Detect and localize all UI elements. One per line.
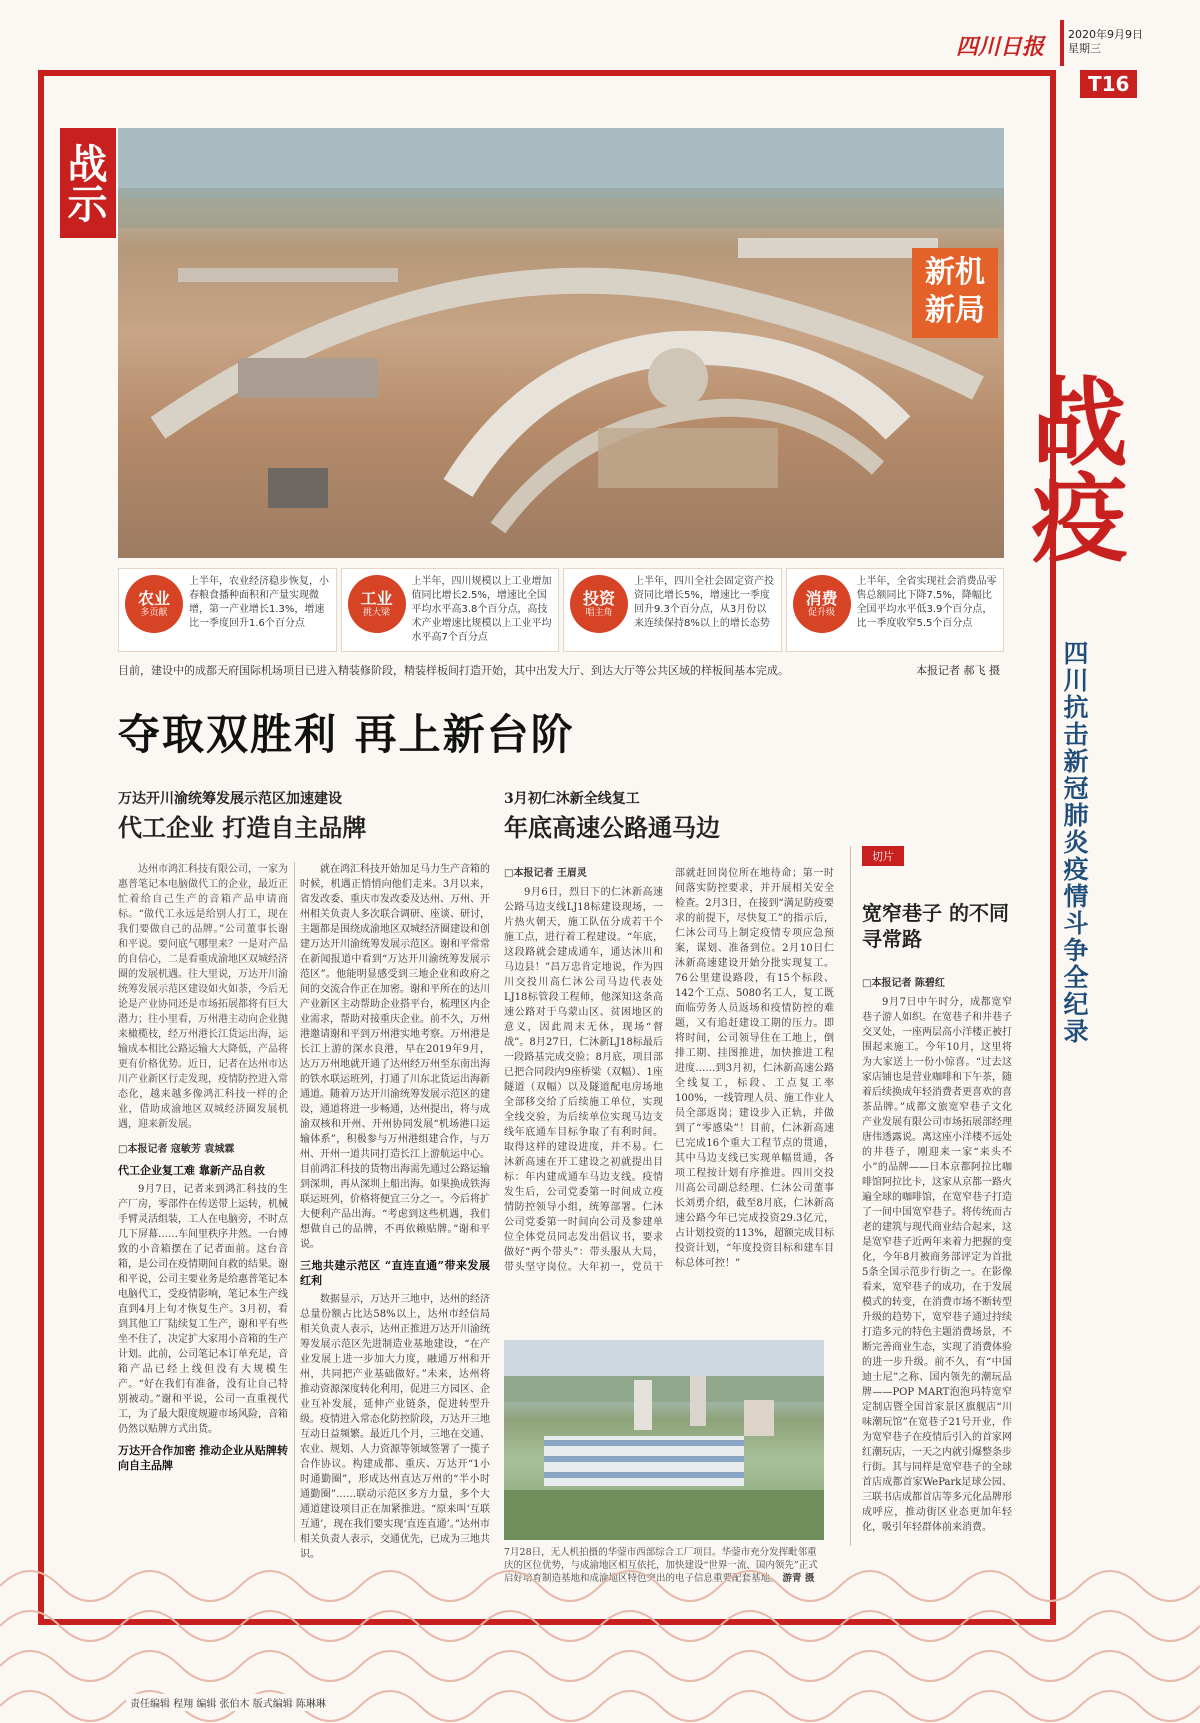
story1-para-a: 9月7日，记者来到鸿汇科技的生产厂房，零部件在传送带上运转，机械手臂灵活组装，工人在电脑旁，不时点几下屏幕……车间里秩序井然。一台博致的小音箱摆在了记者面前。这台音箱，是公司在疫情期间自救的结果。谢和平说，公司主要业务是给惠普笔记本电脑代工，受疫情影响，笔记本生产线直到4月上旬才恢复生产。3月初，看到其他工厂陆续复工生产，谢和平有些坐不住了，决定扩大家用小音箱的生产计划。此前，公司笔记本订单充足，音箱产品已经上线但没有大规模生产。“好在我们有准备，没有让自己特别被动。”谢和平说，公司一直重视代工，为了最大限度规避市场风险，音箱仍然以贴牌方式出货。	[118, 1184, 288, 1435]
story1-col-2	[300, 862, 490, 1560]
stat-industry-name: 工业	[360, 589, 393, 608]
stat-industry-sub: 挑大梁	[362, 608, 390, 618]
stat-investment-name: 投资	[582, 589, 615, 608]
editor-credits: 责任编辑 程翔 编辑 张伯木 版式编辑 陈琳琳	[126, 1694, 330, 1711]
story1-intro: 达州市鸿汇科技有限公司，一家为惠普笔记本电脑做代工的企业，最近正忙着给自己生产的音箱产品申请商标。“做代工永远是给别人打工，现在我们要做自己的品牌。”公司董事长谢和平说。要问底气哪里来？一是对产品的自信心，二是看重成渝地区双城经济圈的发展机遇。往大里说，万达开川渝统筹发展示范区建设如火如荼，今后无论是产业协同还是市场拓展都将有巨大潜力；往小里看，万州港主动向企业抛来橄榄枝，经万州港长江货运出海，运输成本相比公路运输大大降低，产品将更有价格优势。近日，记者在达州市达川产业新区行走发现，疫情防控进入常态化，越来越多像鸿汇科技一样的企业，借助成渝地区双城经济圈发展机遇，迎来新发展。	[118, 864, 288, 1130]
factory-illustration	[504, 1340, 824, 1540]
story3-body: 9月7日中午时分，成都宽窄巷子游人如织。在宽巷子和井巷子交叉处，一座两层高小洋楼正被打围起来施工。今年10月，这里将为大家送上一份小惊喜。“过去这家店铺也是营业咖啡和下午茶，随着后续换成年轻消费者更喜欢的喜茶品牌。”成都文旅宽窄巷子文化产业发展有限公司市场拓展部经理唐伟透露说。离这座小洋楼不远处的井巷子，刚迎来一家“来头不小”的品牌——日本京都阿拉比咖啡馆阿拉比卡，这家从京都一路火遍全球的咖啡馆，在宽窄巷子打造了一间中国宽窄巷子。将传统而古老的建筑与现代商业结合起来，这是宽窄巷子近两年来着力把握的变化，今年8月被商务部评定为首批5条全国示范步行街之一。在影像看来，宽窄巷子的成功，在于发展模式的转变，在消费市场不断转型升级的趋势下，宽窄巷子通过持续打造多元的特色主题消费场景，不断完善商业生态，实现了消费体验的进一步升级。前不久，有“中国迪士尼”之称、国内领先的潮玩品牌——POP MART泡泡玛特宽窄定制店暨全国首家景区旗舰店“川味潮玩馆”在宽巷子21号开业，作为宽窄巷子在疫情后引入的首家网红潮玩店，一天之内就引爆整条步行街。其与同样是宽窄巷子的全球首店成都首家WePark足球公园、三联书店成都首店等多元化品牌形成呼应，推动街区业态更加年轻化，吸引年轻群体前来消费。	[862, 997, 1012, 1533]
airport-illustration	[118, 128, 1004, 558]
story1-para-b: 就在鸿汇科技开始加足马力生产音箱的时候，机遇正悄悄向他们走来。3月以来，省发改委、重庆市发改委及达州、万州、开州相关负责人多次联合调研、座谈、研讨，主题都是围绕成渝地区双城经济圈建设和创建万达开川渝统筹发展示范区。谢和平常常在新闻报道中看到“万达开川渝统筹发展示范区”。他能明显感受到三地企业和政府之间的交流合作正在加密。谢和平所在的达川产业新区主动帮助企业搭平台，梳理区内企业需求，帮助对接重庆企业。前不久，万州港邀请谢和平到万州港实地考察。万州港是长江上游的深水良港，早在2019年9月，达万万州地就开通了达州经万州至东南出海的铁水联运班列，打通了川东北货运出海新通道。随着万达开川渝统筹发展示范区的建设，通道将进一步畅通，达州提出，将与成渝双核和开州、开州协同发展“机场港口运输体系”，积极参与万州港组建合作，与万州、开州一道共同打造长江上游航运中心。目前鸿汇科技的货物出海需先通过公路运输到深圳，再从深圳上船出海。如果换成铁海联运班列，价格将便宜三分之一。今后将扩大便利产品出海。“考虑到这些机遇，我们想做自己的品牌，不再依赖贴牌。”谢和平说。	[300, 864, 490, 1250]
stat-industry-text: 上半年，四川规模以上工业增加值同比增长2.5%，增速比全国平均水平高3.8个百分点，高技术产业增速比规模以上工业平均水平高7个百分点	[411, 576, 552, 643]
stat-agriculture	[118, 568, 337, 652]
masthead-logo: 四川日报	[956, 34, 1045, 60]
stat-consumption	[786, 568, 1005, 652]
economy-stats	[118, 568, 1004, 652]
story1-col-1	[118, 862, 288, 1542]
stat-consumption-name: 消费	[805, 589, 838, 608]
section-kicker: 战示	[60, 128, 116, 238]
photo2-credit: 游青 摄	[782, 1573, 815, 1584]
stat-consumption-sub: 促升级	[807, 608, 835, 618]
stat-investment-badge	[570, 575, 628, 633]
stat-investment	[563, 568, 782, 652]
story1-subhead-b: 万达开合作加密 推动企业从贴牌转向自主品牌	[118, 1444, 288, 1472]
story1-para-c: 数据显示，万达开三地中，达州的经济总量份额占比达58%以上，达州市经信局相关负责人表示，达州正推进万达开川渝统筹发展示范区先进制造业基地建设，“在产业发展上进一步加大力度，融通万州和开州，共同把产业基础做好。”未来，达州将推动资源深度转化利用，促进三方园区、企业互补发展，延伸产业链条，促进转型升级。疫情进入常态化防控阶段，万达开三地互动日益频繁。最近几个月，三地在交通、农业、规划、人力资源等领域签署了一揽子合作协议。构建成都、重庆、万达开“1小时通勤圈”，形成达州直达万州的“半小时通勤圈”……联动示范区多方力量，多个大通道建设项目正在加紧推进。“原来叫‘互联互通’，现在我们要实现‘直连直通’。”达州市相关负责人表示，交通优先，已成为三地共识。	[300, 1294, 490, 1560]
story2-body-wrap	[504, 866, 834, 1332]
story3-title-text: 宽窄巷子 的不同寻常路	[862, 901, 1009, 951]
page-number: T16	[1080, 70, 1137, 98]
section-title-big: 战疫	[1016, 372, 1129, 564]
story1-subhead-a: 代工企业复工难 靠新产品自救	[118, 1164, 265, 1177]
stat-consumption-badge	[793, 575, 851, 633]
date-text: 2020年9月9日	[1068, 28, 1143, 41]
stat-agriculture-sub: 多贡献	[140, 608, 168, 618]
series-title: 四川抗击新冠肺炎疫情斗争全纪录	[1060, 640, 1089, 1045]
story2-title: 年底高速公路通马边	[504, 813, 720, 842]
page-headline: 夺取双胜利 再上新台阶	[118, 710, 575, 759]
story1-kicker: 万达开川渝统筹发展示范区加速建设	[118, 791, 342, 807]
slice-tag: 切片	[862, 846, 904, 866]
story1-title: 代工企业 打造自主品牌	[118, 813, 367, 842]
story2-byline: □本报记者 王眉灵	[504, 868, 587, 879]
stat-agriculture-badge	[125, 575, 183, 633]
stat-investment-text: 上半年，四川全社会固定资产投资同比增长5%，增速比一季度回升9.3个百分点，从3月份以来连续保持8%以上的增长态势	[634, 576, 774, 629]
column-rule-right	[850, 846, 851, 1546]
photo-credit: 本报记者 郝飞 摄	[916, 664, 1000, 677]
column-rule	[294, 862, 295, 1542]
photo2-caption: 7月28日，无人机拍摄的华蓥市西部综合工厂项目。华蓥市充分发挥毗邻重庆的区位优势，与成渝地区相互依托，加快建设“世界一流、国内领先”正式启好培育制造基地和成渝地区特色突出的电子信息重要配套基地。	[504, 1547, 818, 1584]
story2-body: 9月6日，烈日下的仁沐新高速公路马边支线LJ18标建设现场，一片热火朝天，施工队伍分成若干个施工点，进行着工程建设。“年底，这段路就会建成通车，通达沐川和马边县！”昌万忠肯定地说，作为四川交投川高仁沐公司马边代表处LJ18标管段工程师，他深知这条高速公路对于乌蒙山区、贫困地区的意义，因此周末无休，现场“督战”。8月27日，仁沐新LJ18标最后一段路基完成交验；8月底，项目部已把合同段内9座桥梁（双幅）、1座隧道（双幅）以及隧道配电房场地全部移交给了后续施工单位，实现全线交验，为后续单位实现马边支线年底通车目标争取了有利时间。取得这样的建设进度，并不易。仁沐新高速在开工建设之初就提出目标：年内建成通车马边支线。疫情发生后，公司党委第一时间成立疫情防控领导小组，统筹部署。仁沐公司党委第一时间向公司及参建单位全体党员同志发出倡议书，要求做好“两个带头”：带头服从大局，带头坚守岗位。大年初一，党员干部就赶回岗位所在地待命；第一时间落实防控要求，并开展相关安全检查。2月3日，在接到“满足防疫要求的前提下，尽快复工”的指示后，仁沐公司马上制定疫情专项应急预案，谋划、准备到位。2月10日仁沐新高速建设开始分批实现复工。76公里建设路段，有15个标段、142个工点、5080名工人，复工既面临劳务人员返场和疫情防控的难题，又有追赶建设工期的压力。即将时间，公司领导住在工地上，倒排工期、挂图推进，加快推进工程进度……到3月初，仁沐新高速公路全线复工，标段、工点复工率100%，一线管理人员、施工作业人员全部返岗；建设步入正轨，并做到了“零感染”！目前，仁沐新高速已完成16个重大工程节点的贯通，其中马边支线已实现单幅贯通，各项工程按计划有序推进。四川交投川高公司副总经理、仁沐公司董事长刘勇介绍，截至8月底，仁沐新高速公路今年已完成投资29.3亿元，占计划投资的113%，超额完成目标投资计划，“年度投资目标和建车目标总体可控！”	[504, 868, 834, 1273]
story3-byline: □本报记者 陈碧红	[862, 978, 945, 989]
issue-date	[1068, 28, 1143, 56]
stat-industry-badge	[348, 575, 406, 633]
story3-col	[862, 976, 1012, 1546]
stat-consumption-text: 上半年，全省实现社会消费品零售总额同比下降7.5%，降幅比全国平均水平低3.9个百分点，比一季度收窄5.5个百分点	[856, 576, 997, 629]
stat-investment-sub: 唱主角	[585, 608, 613, 618]
new-opportunity-badge: 新机新局	[912, 248, 998, 338]
huaying-factory-photo	[504, 1340, 824, 1540]
story2-kicker: 3月初仁沐新全线复工	[504, 791, 640, 807]
stat-agriculture-name: 农业	[137, 589, 170, 608]
masthead-divider	[1060, 20, 1064, 66]
photo-caption: 目前，建设中的成都天府国际机场项目已进入精装修阶段，精装样板间打造开始，其中出发大厅、到达大厅等公共区域的样板间基本完成。	[118, 664, 789, 677]
stat-industry	[341, 568, 560, 652]
weekday-text: 星期三	[1068, 42, 1101, 55]
story3-title	[862, 900, 1012, 952]
airport-photo	[118, 128, 1004, 558]
story1-subhead-c: 三地共建示范区 “直连直通”带来发展红利	[300, 1259, 490, 1287]
stat-agriculture-text: 上半年，农业经济稳步恢复，小春粮食播种面积和产量实现微增，第一产业增长1.3%，增速比一季度回升1.6个百分点	[189, 576, 329, 629]
story1-byline: □本报记者 寇敏芳 袁城霖	[118, 1144, 235, 1155]
